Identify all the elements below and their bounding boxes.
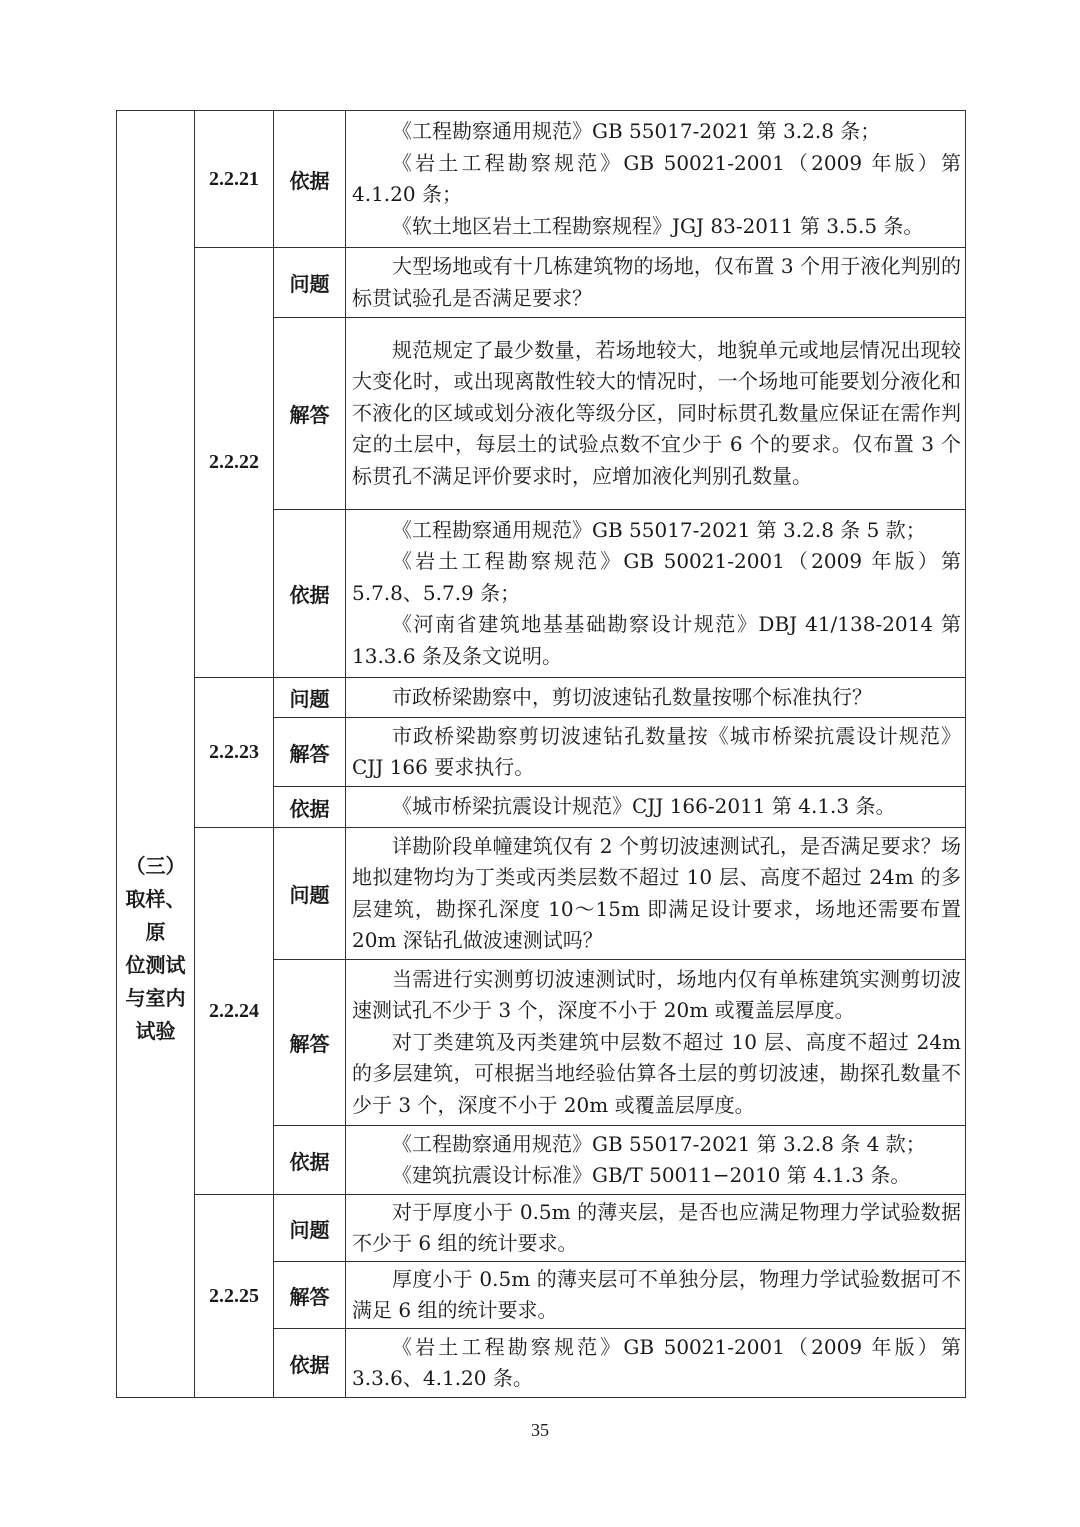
content-paragraph: 详勘阶段单幢建筑仅有 2 个剪切波速测试孔，是否满足要求？场地拟建物均为丁类或丙类层数不超过 10 层、高度不超过 24m 的多层建筑，勘探孔深度 10～15m 即满足设计要求，场地还需要布置 20m 深钻孔做波速测试吗？ bbox=[352, 833, 961, 952]
clause-number: 2.2.25 bbox=[195, 1195, 274, 1398]
row-label: 问题 bbox=[274, 1195, 346, 1262]
row-content bbox=[346, 718, 966, 787]
row-content bbox=[346, 787, 966, 828]
section-title-line: （三） bbox=[125, 854, 186, 878]
row-content bbox=[346, 1195, 966, 1262]
row-label: 问题 bbox=[274, 248, 346, 318]
row-content bbox=[346, 960, 966, 1126]
clause-number: 2.2.22 bbox=[195, 248, 274, 678]
content-paragraph: 《河南省建筑地基基础勘察设计规范》DBJ 41/138-2014 第 13.3.6 条及条文说明。 bbox=[352, 612, 961, 668]
qa-table bbox=[116, 110, 966, 1398]
row-label: 解答 bbox=[274, 1262, 346, 1329]
content-paragraph: 《城市桥梁抗震设计规范》CJJ 166-2011 第 4.1.3 条。 bbox=[392, 794, 896, 819]
page-number: 35 bbox=[531, 1420, 549, 1440]
content-paragraph: 对丁类建筑及丙类建筑中层数不超过 10 层、高度不超过 24m 的多层建筑，可根据当地经验估算各土层的剪切波速，勘探孔数量不少于 3 个，深度不小于 20m 或覆盖层厚度。 bbox=[352, 1029, 961, 1117]
row-content bbox=[346, 318, 966, 510]
row-content bbox=[346, 1329, 966, 1398]
content-paragraph: 《软土地区岩土工程勘察规程》JGJ 83-2011 第 3.5.5 条。 bbox=[392, 213, 924, 238]
row-label: 问题 bbox=[274, 678, 346, 718]
row-label: 依据 bbox=[274, 787, 346, 828]
section-title-line: 取样、原 bbox=[125, 887, 186, 944]
clause-number: 2.2.24 bbox=[195, 828, 274, 1195]
clause-number: 2.2.23 bbox=[195, 678, 274, 828]
row-label: 依据 bbox=[274, 1329, 346, 1398]
content-paragraph: 《建筑抗震设计标准》GB/T 50011−2010 第 4.1.3 条。 bbox=[392, 1163, 911, 1187]
row-label: 依据 bbox=[274, 510, 346, 678]
content-paragraph: 对于厚度小于 0.5m 的薄夹层，是否也应满足物理力学试验数据不少于 6 组的统计要求。 bbox=[352, 1199, 961, 1255]
row-content bbox=[346, 678, 966, 718]
content-paragraph: 《工程勘察通用规范》GB 55017-2021 第 3.2.8 条 5 款； bbox=[392, 517, 926, 542]
content-paragraph: 市政桥梁勘察剪切波速钻孔数量按《城市桥梁抗震设计规范》CJJ 166 要求执行。 bbox=[352, 723, 961, 779]
row-content bbox=[346, 510, 966, 678]
table-row bbox=[117, 248, 966, 318]
section-title-line: 位测试 bbox=[125, 953, 186, 977]
table-row bbox=[117, 828, 966, 960]
row-content bbox=[346, 1126, 966, 1195]
row-content bbox=[346, 111, 966, 248]
row-content bbox=[346, 248, 966, 318]
content-paragraph: 大型场地或有十几栋建筑物的场地，仅布置 3 个用于液化判别的标贯试验孔是否满足要求？ bbox=[352, 254, 961, 310]
content-paragraph: 《岩土工程勘察规范》GB 50021-2001（2009 年版）第 3.3.6、4.1.20 条。 bbox=[352, 1334, 961, 1390]
section-title-cell bbox=[117, 111, 195, 1398]
content-paragraph: 《工程勘察通用规范》GB 55017-2021 第 3.2.8 条； bbox=[392, 119, 881, 143]
table-row bbox=[117, 111, 966, 248]
qa-table-body bbox=[117, 111, 966, 1398]
content-paragraph: 规范规定了最少数量，若场地较大，地貌单元或地层情况出现较大变化时，或出现离散性较大的情况时，一个场地可能要划分液化和不液化的区域或划分液化等级分区，同时标贯孔数量应保证在需作判定的土层中，每层土的试验点数不宜少于 6 个的要求。仅布置 3 个标贯孔不满足评价要求时，应增加液化判别孔数量。 bbox=[352, 337, 961, 488]
content-paragraph: 《岩土工程勘察规范》GB 50021-2001（2009 年版）第 5.7.8、5.7.9 条； bbox=[352, 549, 961, 605]
row-label: 解答 bbox=[274, 718, 346, 787]
content-paragraph: 市政桥梁勘察中，剪切波速钻孔数量按哪个标准执行？ bbox=[392, 684, 872, 709]
content-paragraph: 当需进行实测剪切波速测试时，场地内仅有单栋建筑实测剪切波速测试孔不少于 3 个，深度不小于 20m 或覆盖层厚度。 bbox=[352, 966, 961, 1023]
section-title-line: 与室内 bbox=[125, 986, 186, 1010]
row-label: 问题 bbox=[274, 828, 346, 960]
table-row bbox=[117, 678, 966, 718]
table-row bbox=[117, 1195, 966, 1262]
row-label: 解答 bbox=[274, 960, 346, 1126]
content-paragraph: 《工程勘察通用规范》GB 55017-2021 第 3.2.8 条 4 款； bbox=[392, 1131, 926, 1156]
row-content bbox=[346, 1262, 966, 1329]
row-label: 依据 bbox=[274, 111, 346, 248]
row-label: 依据 bbox=[274, 1126, 346, 1195]
section-title-line: 试验 bbox=[135, 1019, 176, 1043]
row-content bbox=[346, 828, 966, 960]
clause-number: 2.2.21 bbox=[195, 111, 274, 248]
row-label: 解答 bbox=[274, 318, 346, 510]
content-paragraph: 厚度小于 0.5m 的薄夹层可不单独分层，物理力学试验数据可不满足 6 组的统计要求。 bbox=[352, 1266, 961, 1322]
content-paragraph: 《岩土工程勘察规范》GB 50021-2001（2009 年版）第 4.1.20 条； bbox=[352, 150, 961, 206]
